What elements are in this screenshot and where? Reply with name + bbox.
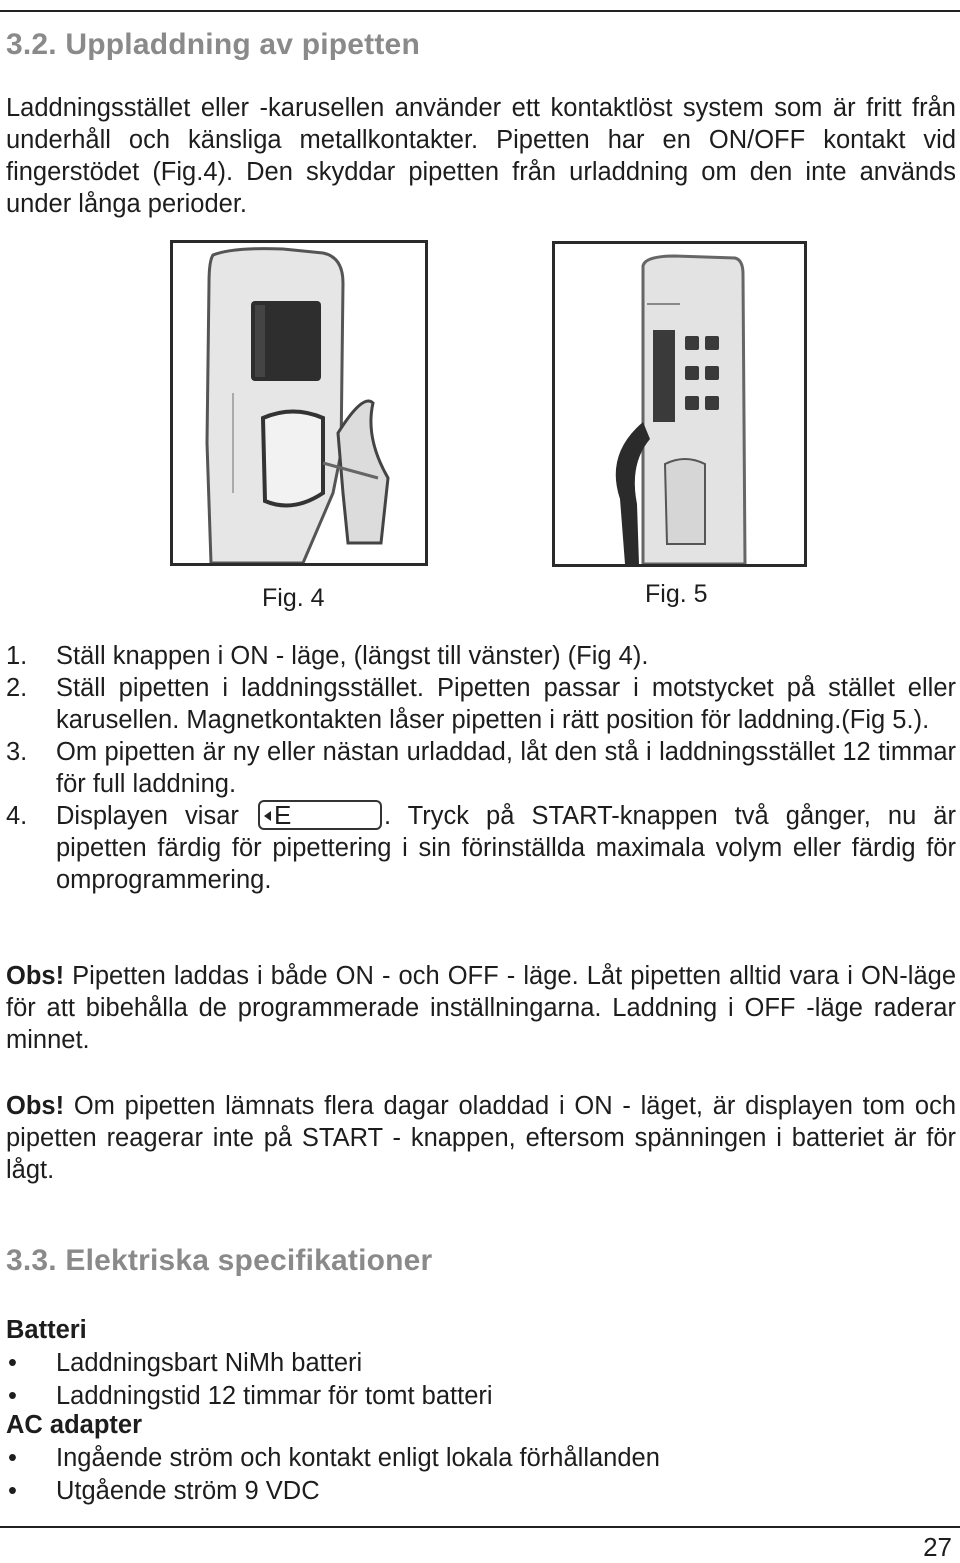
figure-4-caption: Fig. 4 (262, 584, 325, 612)
list-item (6, 1347, 493, 1380)
pipette-finger-rest-illustration (173, 243, 425, 563)
battery-list (6, 1347, 493, 1413)
bullet-text: Utgående ström 9 VDC (56, 1477, 320, 1505)
battery-arrow-icon (264, 811, 271, 821)
step-text: Om pipetten är ny eller nästan urladdad, låt den stå i laddningsstället 12 timmar för full laddning. (56, 738, 956, 798)
bullet-text: Ingående ström och kontakt enligt lokala förhållanden (56, 1444, 660, 1472)
top-rule (0, 10, 960, 12)
charging-steps-list (6, 640, 956, 896)
display-glyph: E (273, 800, 292, 830)
figure-4-image (170, 240, 428, 566)
step-text: Ställ pipetten i laddningsstället. Pipetten passar i motstycket på stället eller karusellen. Magnetkontakten låser pipetten i rätt position för laddning.(Fig 5.). (56, 674, 956, 734)
bullet-text: Laddningstid 12 timmar för tomt batteri (56, 1382, 493, 1410)
bullet-icon: • (8, 1349, 17, 1377)
note-label: Obs! (6, 1092, 65, 1120)
figure-5-image (552, 241, 807, 567)
note-text: Pipetten laddas i både ON - och OFF - läge. Låt pipetten alltid vara i ON-läge för att bibehålla de programmerade inställningarna. Laddning i OFF -läge raderar minnet. (6, 962, 956, 1054)
bottom-rule (0, 1526, 960, 1528)
list-item (6, 736, 956, 800)
list-item (6, 1442, 660, 1475)
note-paragraph-1 (6, 960, 956, 1056)
section-heading-electrical-specs: 3.3. Elektriska specifikationer (6, 1244, 433, 1277)
step-text-after: . Tryck på START-knappen två gånger, nu är pipetten färdig för pipettering i sin förinställda maximala volym eller färdig för omprogrammering. (56, 802, 956, 894)
step-number: 4. (6, 802, 28, 830)
page-number: 27 (923, 1532, 952, 1562)
battery-label: Batteri (6, 1316, 87, 1344)
step-text-before: Displayen visar (56, 802, 239, 830)
section-heading-charging: 3.2. Uppladdning av pipetten (6, 28, 420, 61)
adapter-label: AC adapter (6, 1411, 143, 1439)
list-item (6, 672, 956, 736)
note-label: Obs! (6, 962, 65, 990)
step-number: 2. (6, 674, 28, 702)
intro-paragraph: Laddningsstället eller -karusellen använder ett kontaktlöst system som är fritt från underhåll och känsliga metallkontakter. Pipetten har en ON/OFF kontakt vid fingerstödet (Fig.4). Den skyddar pipetten från urladdning om den inte används under långa perioder. (6, 94, 956, 218)
figure-5-caption: Fig. 5 (645, 580, 708, 608)
list-item (6, 640, 956, 672)
bullet-text: Laddningsbart NiMh batteri (56, 1349, 363, 1377)
bullet-icon: • (8, 1477, 17, 1505)
step-number: 1. (6, 642, 28, 670)
list-item (6, 800, 956, 896)
list-item (6, 1380, 493, 1413)
note-paragraph-2 (6, 1090, 956, 1186)
step-number: 3. (6, 738, 28, 766)
list-item (6, 1475, 660, 1508)
display-indicator-icon (258, 800, 382, 830)
step-text: Ställ knappen i ON - läge, (längst till vänster) (Fig 4). (56, 642, 649, 670)
note-text: Om pipetten lämnats flera dagar oladdad i ON - läget, är displayen tom och pipetten reagerar inte på START - knappen, eftersom spänningen i batteriet är för lågt. (6, 1092, 956, 1184)
bullet-icon: • (8, 1382, 17, 1410)
pipette-in-charging-stand-illustration (555, 244, 804, 564)
bullet-icon: • (8, 1444, 17, 1472)
adapter-list (6, 1442, 660, 1508)
